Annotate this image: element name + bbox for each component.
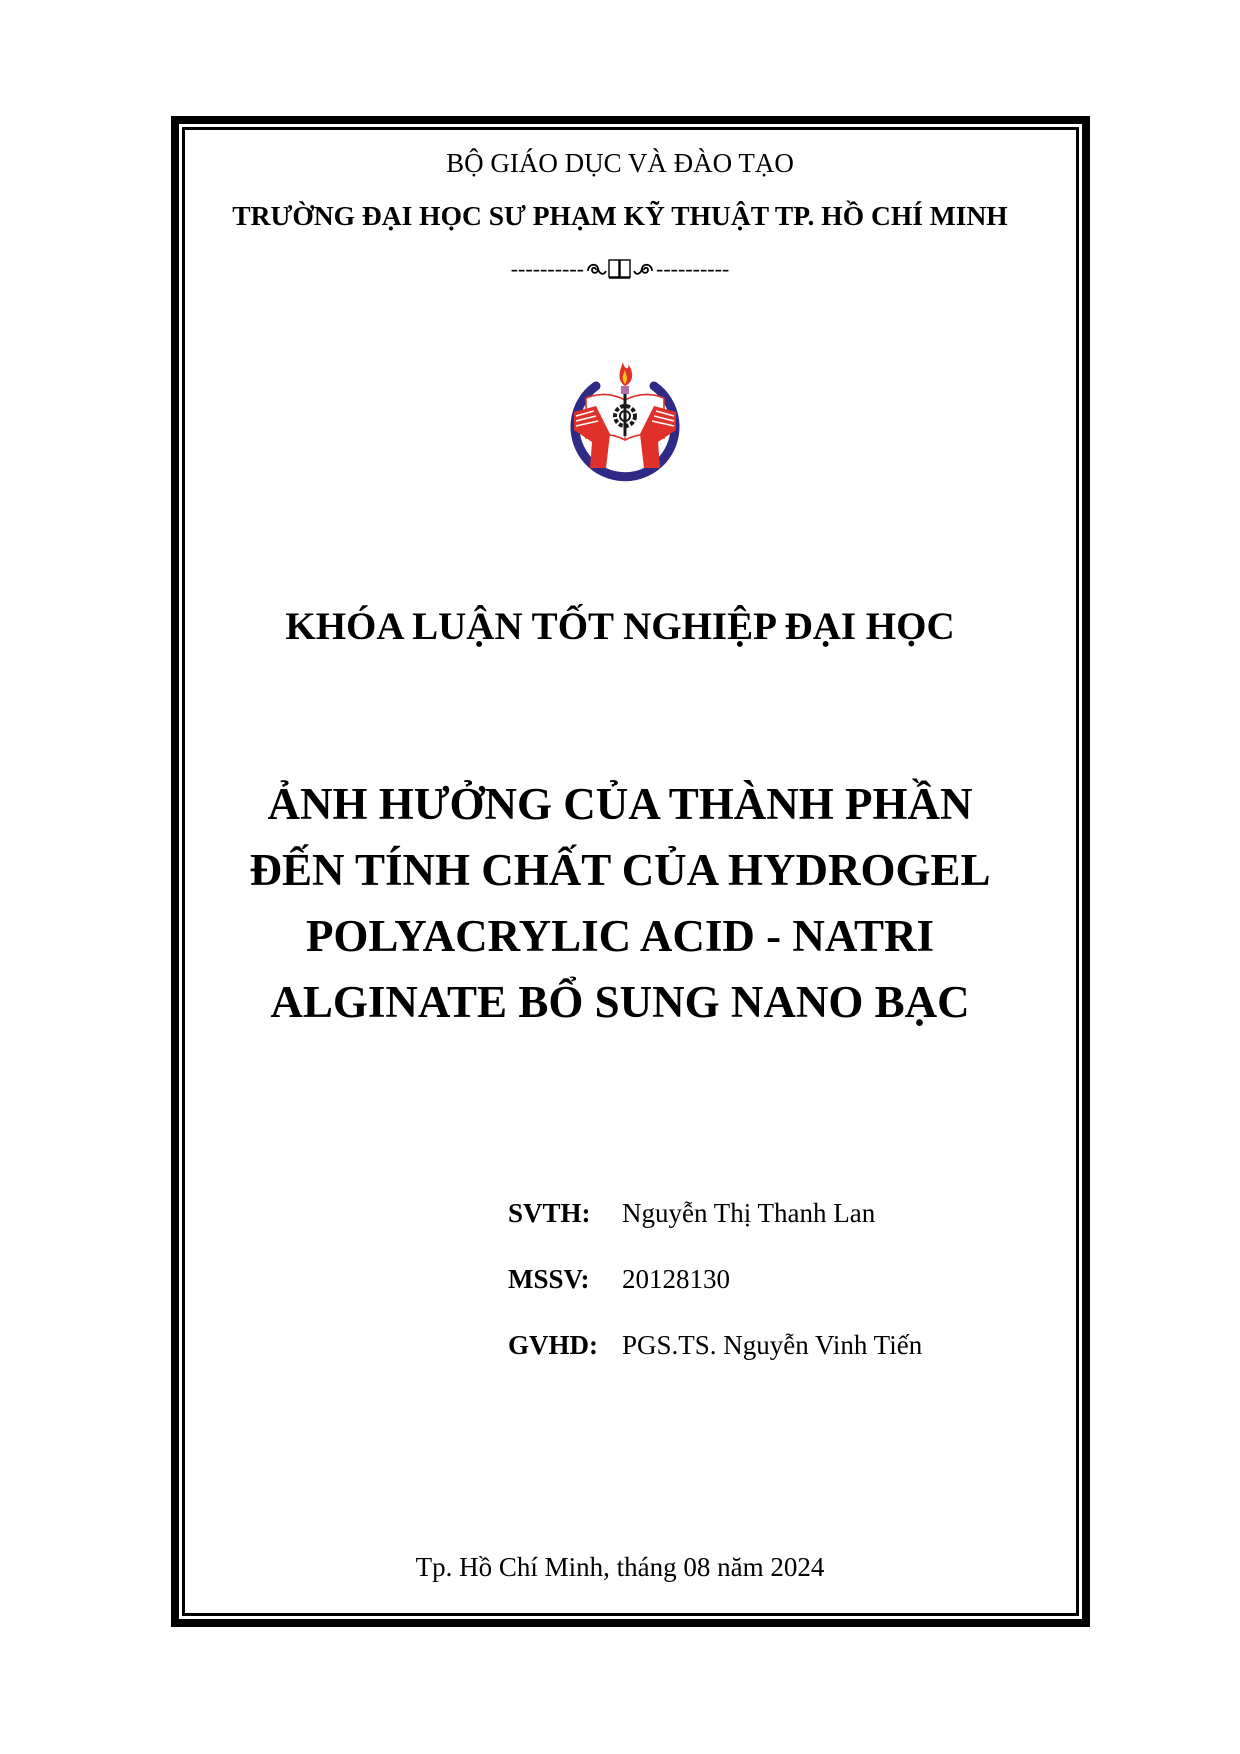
thesis-title-line: ĐẾN TÍNH CHẤT CỦA HYDROGEL <box>249 845 991 895</box>
thesis-title-line: POLYACRYLIC ACID - NATRI <box>305 911 935 961</box>
student-name: Nguyễn Thị Thanh Lan <box>622 1198 876 1228</box>
student-label: SVTH: <box>508 1198 591 1228</box>
advisor-row <box>508 1330 922 1361</box>
ornamental-divider <box>0 256 1240 282</box>
student-id-label: MSSV: <box>508 1264 590 1294</box>
ministry-heading: BỘ GIÁO DỤC VÀ ĐÀO TẠO <box>446 148 794 178</box>
thesis-title-line: ẢNH HƯỞNG CỦA THÀNH PHẦN <box>267 779 973 829</box>
student-id-row <box>508 1264 730 1295</box>
advisor-label: GVHD: <box>508 1330 598 1360</box>
university-logo-icon <box>566 356 684 484</box>
student-id: 20128130 <box>622 1264 730 1294</box>
university-name: TRƯỜNG ĐẠI HỌC SƯ PHẠM KỸ THUẬT TP. HỒ CHÍ MINH <box>232 200 1008 231</box>
student-name-row <box>508 1198 875 1229</box>
divider-dashes-left: ---------- <box>510 256 584 281</box>
book-ornament-icon <box>584 256 656 281</box>
place-date-footer: Tp. Hồ Chí Minh, tháng 08 năm 2024 <box>415 1552 825 1582</box>
thesis-title-line: ALGINATE BỔ SUNG NANO BẠC <box>270 977 970 1027</box>
advisor-name: PGS.TS. Nguyễn Vinh Tiến <box>622 1330 923 1360</box>
divider-dashes-right: ---------- <box>656 256 730 281</box>
thesis-type-heading: KHÓA LUẬN TỐT NGHIỆP ĐẠI HỌC <box>285 605 955 648</box>
